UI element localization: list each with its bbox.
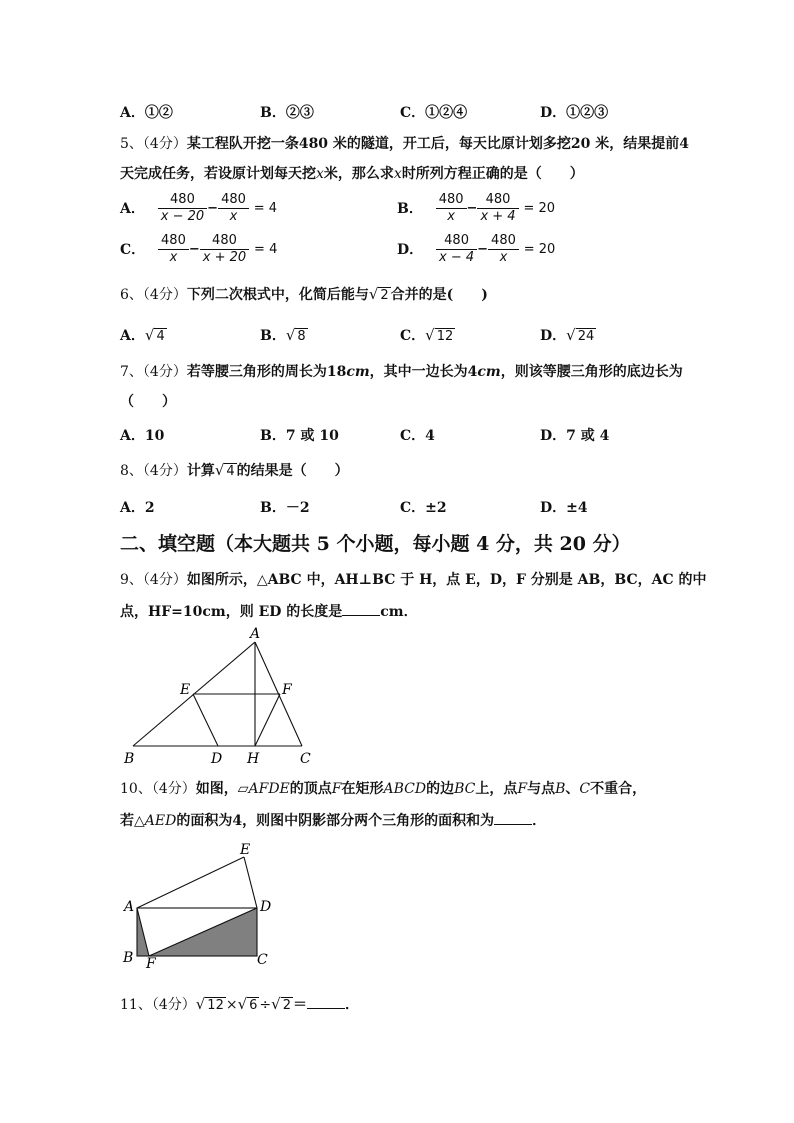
label-e: E [180,682,191,698]
q9-triangle-figure [120,622,320,772]
q10-line1: 10、（4分）如图，▱AFDE的顶点F在矩形ABCD的边BC上，点F与点B、C不重合， [120,781,647,797]
q10-line2: 若△AED的面积为4，则图中阴影部分两个三角形的面积和为 ． [120,810,546,831]
q7-option-a[interactable]: A．10 [120,428,165,444]
q8-stem: 8、（4分）计算√ 4 的结果是（ ） [120,460,349,482]
q5-option-d[interactable]: D． $\frac{480}{x - 4}$ − $\frac{480}{x}$ = 20 [397,233,556,265]
q11-stem: 11、（4分）√ 12 ×√ 6 ÷√ 2 ＝ ． [120,995,359,1013]
label-d: D [211,751,223,767]
label-c: C [300,751,311,767]
q6-option-c[interactable]: C．√ 12 [400,326,454,344]
q6-option-b[interactable]: B．√ 8 [260,326,306,344]
q5-line2: 天完成任务，若设原计划每天挖x米，那么求x时所列方程正确的是（ ） [120,166,584,182]
q9-line1: 9、（4分）如图所示，△ABC 中，AH⊥BC 于 H，点 E，D，F 分别是 AB，BC，AC 的中 [120,572,707,588]
section-title: 二、填空题（本大题共 5 个小题，每小题 4 分，共 20 分） [120,533,631,555]
q7-option-b[interactable]: B．7 或 10 [260,428,339,444]
q7-options [120,425,680,447]
q6-option-d[interactable]: D．√ 24 [540,326,595,344]
sqrt-2: √ 2 [368,285,389,303]
q8-option-c[interactable]: C．±2 [400,500,447,516]
q6-options [120,325,680,347]
label-b: B [124,751,135,767]
sqrt-4: √ 4 [214,461,235,479]
label-c: C [257,952,268,968]
q8-option-d[interactable]: D．±4 [540,500,588,516]
q5-option-b[interactable]: B． $\frac{480}{x}$ − $\frac{480}{x + 4}$ = 20 [397,192,556,224]
q5-options-row2 [120,233,680,273]
label-h: H [247,751,260,767]
q9-line2: 点，HF=10cm，则 ED 的长度是 cm． [120,601,418,622]
q5-line1: 5、（4分）某工程队开挖一条480 米的隧道，开工后，每天比原计划多挖20 米，结果提前4 [120,136,690,152]
q4-option-c[interactable]: C．①②④ [400,105,468,121]
q4-option-a[interactable]: A．①② [120,105,173,121]
label-a: A [124,899,135,915]
q4-option-d[interactable]: D．①②③ [540,105,609,121]
q10-answer-blank[interactable] [494,810,532,825]
label-e: E [240,842,251,858]
q7-option-c[interactable]: C．4 [400,428,435,444]
q6-stem: 6、（4分）下列二次根式中，化简后能与√ 2 合并的是( ) [120,284,488,306]
q7-stem: 7、（4分）若等腰三角形的周长为18cm，其中一边长为4cm，则该等腰三角形的底边长为 [120,364,683,380]
label-b: B [123,950,134,966]
q5-options-row1 [120,192,680,232]
q4-options [120,102,680,124]
q10-rectangle-figure [118,840,278,975]
label-f: F [282,682,292,698]
q8-options [120,497,680,519]
q8-option-a[interactable]: A．2 [120,500,155,516]
label-a: A [250,626,261,642]
q7-paren: （ ） [120,394,176,410]
label-d: D [260,899,272,915]
q11-answer-blank[interactable] [307,994,345,1009]
q5-option-c[interactable]: C． $\frac{480}{x}$ − $\frac{480}{x + 20}$ = 4 [120,233,278,265]
q6-option-a[interactable]: A．√ 4 [120,326,165,344]
q4-option-b[interactable]: B．②③ [260,105,314,121]
label-f: F [146,956,156,972]
q5-option-a[interactable]: A． $\frac{480}{x - 20}$ − $\frac{480}{x}$ = 4 [120,192,278,224]
q7-option-d[interactable]: D．7 或 4 [540,428,610,444]
q9-answer-blank[interactable] [342,601,380,616]
q8-option-b[interactable]: B．－2 [260,500,310,516]
